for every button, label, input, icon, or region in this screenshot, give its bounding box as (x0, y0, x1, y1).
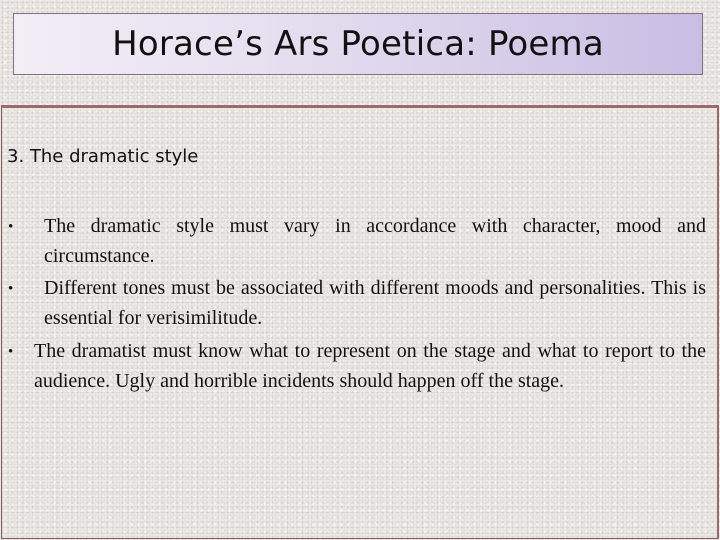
bullet-marker: • (8, 219, 14, 235)
title-box (13, 13, 703, 75)
bullet-item: The dramatist must know what to represent on the stage and what to report to the audience. Ugly and horrible incidents should happen off the stage. (34, 340, 706, 392)
section-heading: 3. The dramatic style (7, 146, 199, 167)
slide-title: Horace’s Ars Poetica: Poema (112, 24, 604, 64)
bullet-marker: • (8, 281, 14, 297)
bullet-marker: • (8, 344, 14, 360)
bullet-item: Different tones must be associated with different moods and personalities. This is essential for verisimilitude. (44, 277, 706, 329)
bullet-item: The dramatic style must vary in accordance with character, mood and circumstance. (44, 215, 706, 267)
